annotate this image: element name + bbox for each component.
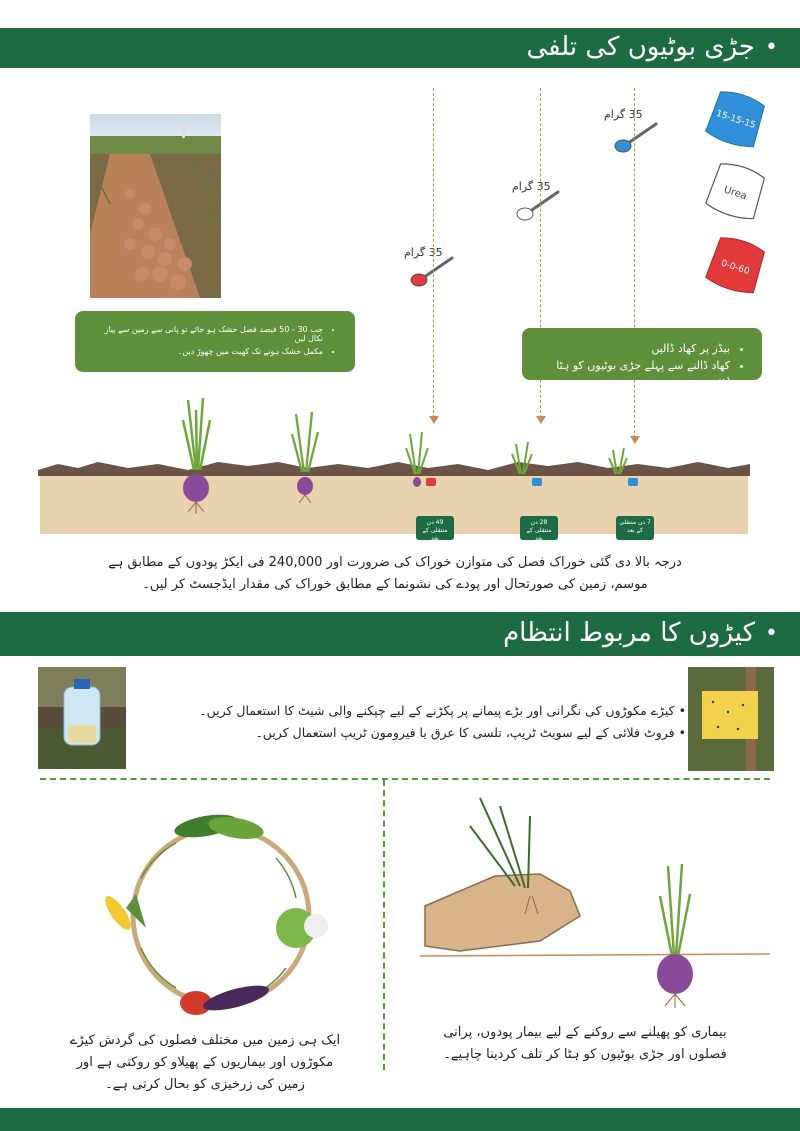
cabbage-icon bbox=[276, 908, 328, 948]
onion-plant-icon bbox=[657, 864, 693, 1008]
rotation-caption bbox=[40, 1030, 370, 1096]
section-title-text: کیڑوں کا مربوط انتظام bbox=[503, 618, 756, 648]
footer-band bbox=[0, 1108, 800, 1131]
fertilizer-bag-15-15-15 bbox=[705, 88, 767, 150]
dashed-arrow bbox=[634, 88, 635, 438]
section-header-weeds bbox=[0, 28, 800, 68]
column-divider bbox=[383, 780, 385, 1070]
bullet-dot: • bbox=[765, 34, 778, 60]
crop-rotation-cycle bbox=[96, 798, 346, 1028]
section-divider bbox=[40, 778, 770, 780]
spoon-icon bbox=[408, 254, 456, 290]
onion-field-photo bbox=[90, 114, 221, 298]
fertilizer-note: • کھاد ڈالنے سے پہلے جڑی بوٹیوں کو ہٹا دیں۔ bbox=[536, 359, 730, 385]
corn-icon bbox=[101, 893, 146, 934]
removal-caption bbox=[410, 1022, 760, 1066]
onion-plant-mature bbox=[183, 398, 210, 514]
weed-removal-illustration bbox=[420, 796, 770, 1021]
fertilizer-note: • بیڈز پر کھاد ڈالیں bbox=[536, 342, 730, 355]
spoon-icon bbox=[514, 188, 562, 224]
section-header-pests bbox=[0, 612, 800, 656]
harvest-notes-box bbox=[75, 311, 355, 372]
bag-label: Urea bbox=[722, 184, 749, 203]
section-title bbox=[526, 32, 778, 62]
cucumber-icon bbox=[173, 811, 266, 843]
grams-label: 35 گرام bbox=[404, 246, 443, 259]
stage-tag: 7 دن منتقلی کے بعد bbox=[616, 516, 654, 540]
caption-line: زمین کی زرخیزی کو بحال کرتی ہے۔ bbox=[105, 1077, 305, 1092]
stage-tag: 28 دن منتقلی کے بعد bbox=[520, 516, 558, 540]
stage-tag: 49 دن منتقلی کے بعد bbox=[416, 516, 454, 540]
caption-line: ایک ہی زمین میں مختلف فصلوں کی گردش کیڑے bbox=[69, 1033, 341, 1048]
bag-label: 0-0-60 bbox=[719, 258, 751, 278]
pest-bullet: • فروٹ فلائی کے لیے سویٹ ٹریپ، تلسی کا عرق یا فیرومون ٹریپ استعمال کریں۔ bbox=[255, 725, 686, 740]
grams-label: 35 گرام bbox=[512, 180, 551, 193]
sticky-trap-photo bbox=[688, 667, 774, 771]
harvest-note: • جب 30 - 50 فیصد فصل خشک ہو جائے تو پانی سے زمین سے پیاز نکال لیں bbox=[89, 325, 323, 343]
spoon-icon bbox=[612, 120, 660, 156]
hand-icon bbox=[425, 874, 580, 951]
pest-bullet: • کیڑے مکوڑوں کی نگرانی اور بڑے پیمانے پر پکڑنے کے لیے چپکنے والی شیٹ کا استعمال کریں۔ bbox=[199, 703, 686, 718]
bullet-dot: • bbox=[765, 620, 778, 646]
fertilizer-notes-box bbox=[522, 328, 762, 385]
dosage-caption bbox=[40, 552, 750, 596]
caption-line: مکوڑوں اور بیماریوں کے پھیلاو کو روکتی ہے اور bbox=[76, 1055, 334, 1070]
dashed-arrow bbox=[433, 88, 434, 418]
fertilizer-bag-urea bbox=[705, 160, 767, 222]
bag-label: 15-15-15 bbox=[714, 108, 757, 132]
sweet-trap-photo bbox=[38, 667, 126, 769]
section-title-text: جڑی بوٹیوں کی تلفی bbox=[526, 32, 756, 62]
pepper-eggplant-icon bbox=[180, 981, 271, 1016]
grams-label: 35 گرام bbox=[604, 108, 643, 121]
harvest-note: • مکمل خشک ہونے تک کھیت میں چھوڑ دیں۔ bbox=[89, 347, 323, 356]
pest-bullet-text: کیڑے مکوڑوں کی نگرانی اور بڑے پیمانے پر پکڑنے کے لیے چپکنے والی شیٹ کا استعمال کریں۔ bbox=[199, 703, 675, 718]
caption-line: فصلوں اور جڑی بوٹیوں کو ہٹا کر تلف کردینا چاہیے۔ bbox=[443, 1047, 727, 1062]
fertilizer-bag-0-0-60 bbox=[705, 234, 767, 296]
section-title bbox=[503, 618, 778, 648]
caption-line: درجہ بالا دی گئی خوراک فصل کی متوازن خوراک کی ضرورت اور 240,000 فی ایکڑ پودوں کے مطابق ہے bbox=[108, 555, 682, 570]
caption-line: موسم، زمین کی صورتحال اور پودے کی نشونما کے مطابق خوراک کی مقدار ایڈجسٹ کر لیں۔ bbox=[142, 577, 648, 592]
pest-bullets bbox=[130, 700, 686, 744]
caption-line: بیماری کو پھیلنے سے روکنے کے لیے بیمار پودوں، پرانی bbox=[443, 1025, 727, 1040]
pest-bullet-text: فروٹ فلائی کے لیے سویٹ ٹریپ، تلسی کا عرق یا فیرومون ٹریپ استعمال کریں۔ bbox=[255, 725, 675, 740]
